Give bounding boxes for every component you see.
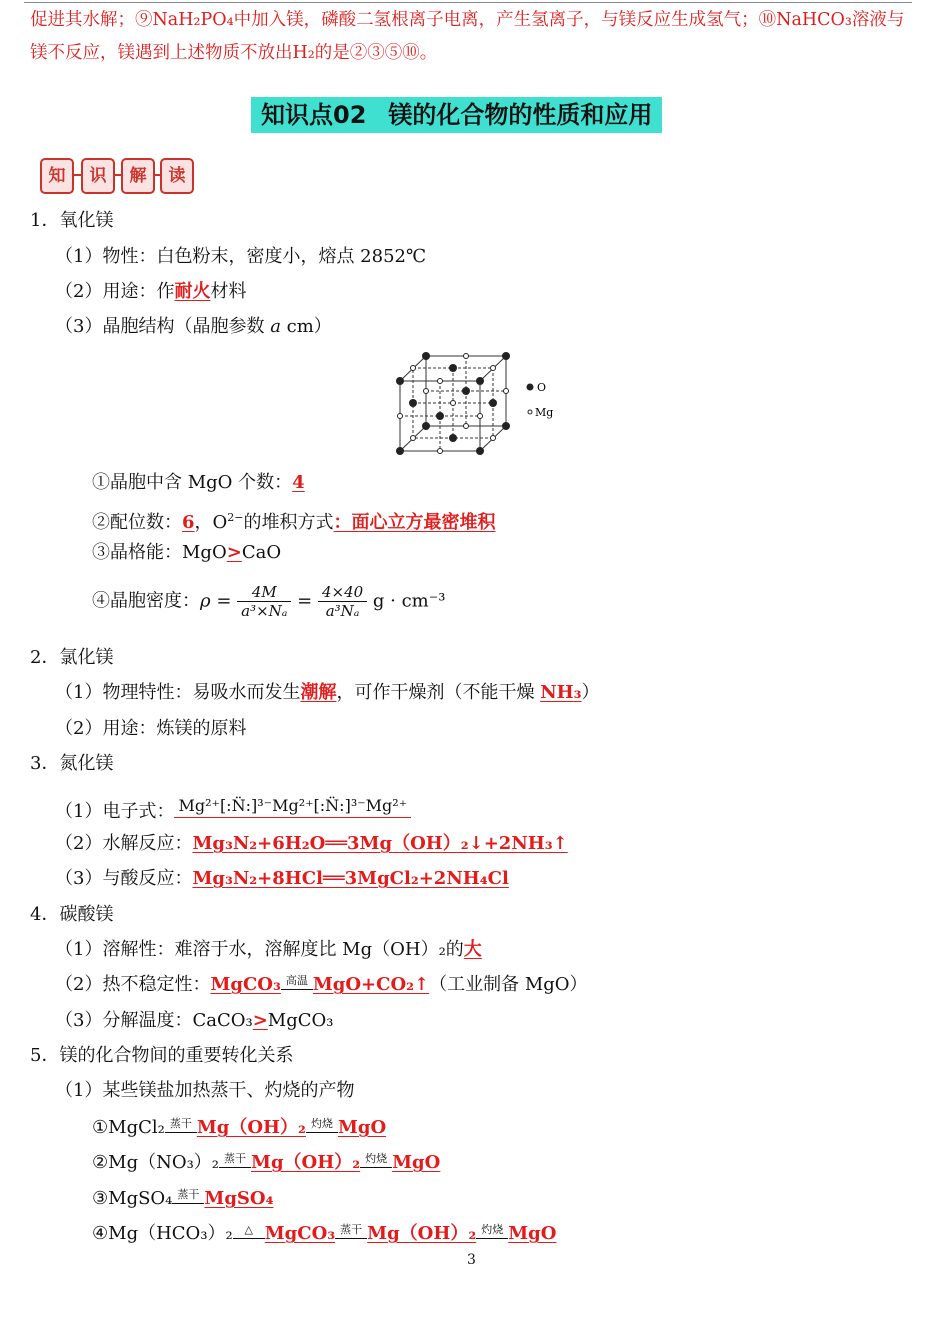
- s2-heading: 2．氯化镁: [30, 647, 114, 668]
- s4-decomposition-reactant: MgCO₃: [210, 974, 281, 995]
- s1-use-label: （2）用途：作: [55, 281, 175, 302]
- s1-packing-answer: ：面心立方最密堆积: [333, 512, 496, 533]
- s4-decomposition-note: （工业制备 MgO）: [429, 974, 588, 995]
- s1-lattice-label: ③晶格能：MgO: [92, 542, 227, 563]
- legend-oxygen-dot: [527, 384, 534, 391]
- s1-structure: [55, 314, 332, 340]
- s1-structure-unit: cm）: [280, 316, 332, 337]
- s3-electron-label: （1）电子式：: [55, 801, 175, 822]
- s4-temperature-answer: >: [252, 1010, 268, 1031]
- s1-physical: （1）物性：白色粉末，密度小，熔点 2852℃: [55, 246, 427, 267]
- rho-symbol: ρ: [200, 590, 211, 612]
- s1-use: [55, 279, 246, 305]
- s1-count-answer: 4: [292, 472, 305, 493]
- s4-solubility: [55, 937, 482, 963]
- s1-heading: 1．氧化镁: [30, 210, 114, 231]
- s4-temperature: [55, 1008, 334, 1034]
- section-code: 知识点02: [261, 101, 367, 129]
- s4-temperature-label: （3）分解温度：CaCO₃: [55, 1010, 253, 1031]
- s1-coordination-answer: 6: [182, 512, 195, 533]
- s1-density-label: ④晶胞密度：: [92, 590, 200, 612]
- density-fraction-1: [237, 583, 291, 620]
- badge-jie: 解: [121, 158, 155, 194]
- s5-route-3: [92, 1186, 273, 1212]
- evaporate-condition: 蒸干: [219, 1153, 251, 1165]
- s3-acid-reaction: [55, 866, 509, 892]
- s3-hydrolysis: [55, 831, 568, 857]
- route-3-product: MgSO₄: [204, 1188, 274, 1209]
- route-3-start: ③MgSO₄: [92, 1188, 173, 1209]
- route-4-intermediate-2: Mg（OH）₂: [367, 1223, 477, 1244]
- fraction-1-numerator: 4M: [237, 583, 291, 602]
- s1-lattice-energy: [92, 540, 281, 566]
- mgo-crystal-cell-diagram: [390, 348, 560, 458]
- s4-temperature-mgco3: MgCO₃: [267, 1010, 334, 1031]
- s1-count-label: ①晶胞中含 MgO 个数：: [92, 472, 293, 493]
- lattice-param: a: [270, 316, 281, 337]
- evaporate-condition: 蒸干: [335, 1224, 367, 1236]
- ignite-condition: 灼烧: [360, 1153, 392, 1165]
- s1-density: ④晶胞密度：ρ = $\frac{4M}{\text{a³×Nₐ}}$ = $\frac{4\times 40}{\text{a³Nₐ}}$ g · cm⁻³: [92, 583, 446, 620]
- s2-property-close: ）: [581, 682, 600, 703]
- evaporate-condition: 蒸干: [165, 1118, 197, 1130]
- s5-route-2: [92, 1150, 440, 1176]
- route-1-start: ①MgCl₂: [92, 1117, 165, 1138]
- legend-mg-label: Mg: [535, 406, 554, 419]
- high-temp-condition: 高温: [281, 975, 313, 987]
- badge-shi: 识: [81, 158, 115, 194]
- s1-packing-label: 的堆积方式: [243, 512, 334, 533]
- s2-property: [55, 680, 600, 706]
- s3-electron-formula-value: Mg²⁺[:N̈:]³⁻Mg²⁺[:N̈:]³⁻Mg²⁺: [174, 795, 411, 818]
- s3-heading: 3．氮化镁: [30, 753, 114, 774]
- s3-acid-answer: Mg₃N₂+8HCl══3MgCl₂+2NH₄Cl: [192, 868, 509, 889]
- intro-line-2: 镁不反应，镁遇到上述物质不放出H₂的是②③⑤⑩。: [30, 43, 438, 63]
- page-number: 3: [467, 1252, 476, 1268]
- s5-route-4: [92, 1221, 556, 1247]
- s2-property-answer-2: NH₃: [540, 682, 582, 703]
- s5-subheading: （1）某些镁盐加热蒸干、灼烧的产物: [55, 1080, 355, 1101]
- s4-decomposition: [55, 972, 588, 998]
- s3-hydrolysis-label: （2）水解反应：: [55, 833, 193, 854]
- evaporate-condition: 蒸干: [172, 1189, 204, 1201]
- intro-paragraph: [30, 4, 914, 70]
- s1-count: [92, 470, 305, 496]
- section-title: [251, 97, 662, 133]
- s4-solubility-answer: 大: [463, 939, 482, 960]
- fraction-2-numerator: 4×40: [318, 583, 367, 602]
- density-unit: g · cm⁻³: [372, 590, 446, 612]
- s1-coordination: [92, 505, 496, 536]
- s5-heading: 5．镁的化合物间的重要转化关系: [30, 1045, 294, 1066]
- s1-structure-label: （3）晶胞结构（晶胞参数: [55, 316, 271, 337]
- route-4-intermediate-1: MgCO₃: [264, 1223, 336, 1244]
- route-4-start: ④Mg（HCO₃）₂: [92, 1223, 233, 1244]
- badge-zhi: 知: [40, 158, 74, 194]
- s3-electron-formula: [55, 795, 411, 825]
- s2-property-middle: ，可作干燥剂（不能干燥: [336, 682, 541, 703]
- s4-decomposition-products: MgO+CO₂↑: [312, 974, 430, 995]
- s4-decomposition-label: （2）热不稳定性：: [55, 974, 211, 995]
- route-4-product: MgO: [508, 1223, 557, 1244]
- ignite-condition: 灼烧: [476, 1224, 508, 1236]
- fraction-2-denominator: a³Nₐ: [325, 602, 360, 620]
- s5-route-1: [92, 1115, 386, 1141]
- ignite-condition: 灼烧: [306, 1118, 338, 1130]
- s3-acid-label: （3）与酸反应：: [55, 868, 193, 889]
- intro-line-1: 促进其水解；⑨NaH₂PO₄中加入镁，磷酸二氢根离子电离，产生氢离子，与镁反应生成氢气；⑩NaHCO₃溶液与: [30, 10, 905, 30]
- s1-use-answer: 耐火: [174, 281, 211, 302]
- s1-use-suffix: 材料: [210, 281, 247, 302]
- s2-property-label: （1）物理特性：易吸水而发生: [55, 682, 301, 703]
- top-rule: [24, 2, 912, 3]
- badge-du: 读: [160, 158, 194, 194]
- s2-property-answer: 潮解: [300, 682, 337, 703]
- route-2-start: ②Mg（NO₃）₂: [92, 1152, 220, 1173]
- route-1-product: MgO: [337, 1117, 387, 1138]
- s4-solubility-label: （1）溶解性：难溶于水，溶解度比 Mg（OH）₂的: [55, 939, 464, 960]
- heat-condition: △: [233, 1224, 265, 1236]
- density-fraction-2: [318, 583, 367, 620]
- s4-heading: 4．碳酸镁: [30, 904, 114, 925]
- s1-lattice-cao: CaO: [241, 542, 282, 563]
- legend-mg-dot: [528, 410, 532, 414]
- s1-lattice-answer: >: [226, 542, 242, 563]
- route-1-intermediate: Mg（OH）₂: [196, 1117, 306, 1138]
- oxide-charge: 2−: [227, 511, 244, 524]
- legend-oxygen-label: O: [537, 381, 547, 394]
- section-title-text: 镁的化合物的性质和应用: [388, 101, 653, 129]
- s2-use: （2）用途：炼镁的原料: [55, 718, 247, 739]
- oxide-ion: ，O: [194, 512, 228, 533]
- route-2-product: MgO: [392, 1152, 441, 1173]
- fraction-1-denominator: a³×Nₐ: [241, 602, 288, 620]
- s1-coordination-label: ②配位数：: [92, 512, 182, 533]
- s3-hydrolysis-answer: Mg₃N₂+6H₂O══3Mg（OH）₂↓+2NH₃↑: [192, 833, 568, 854]
- route-2-intermediate: Mg（OH）₂: [251, 1152, 361, 1173]
